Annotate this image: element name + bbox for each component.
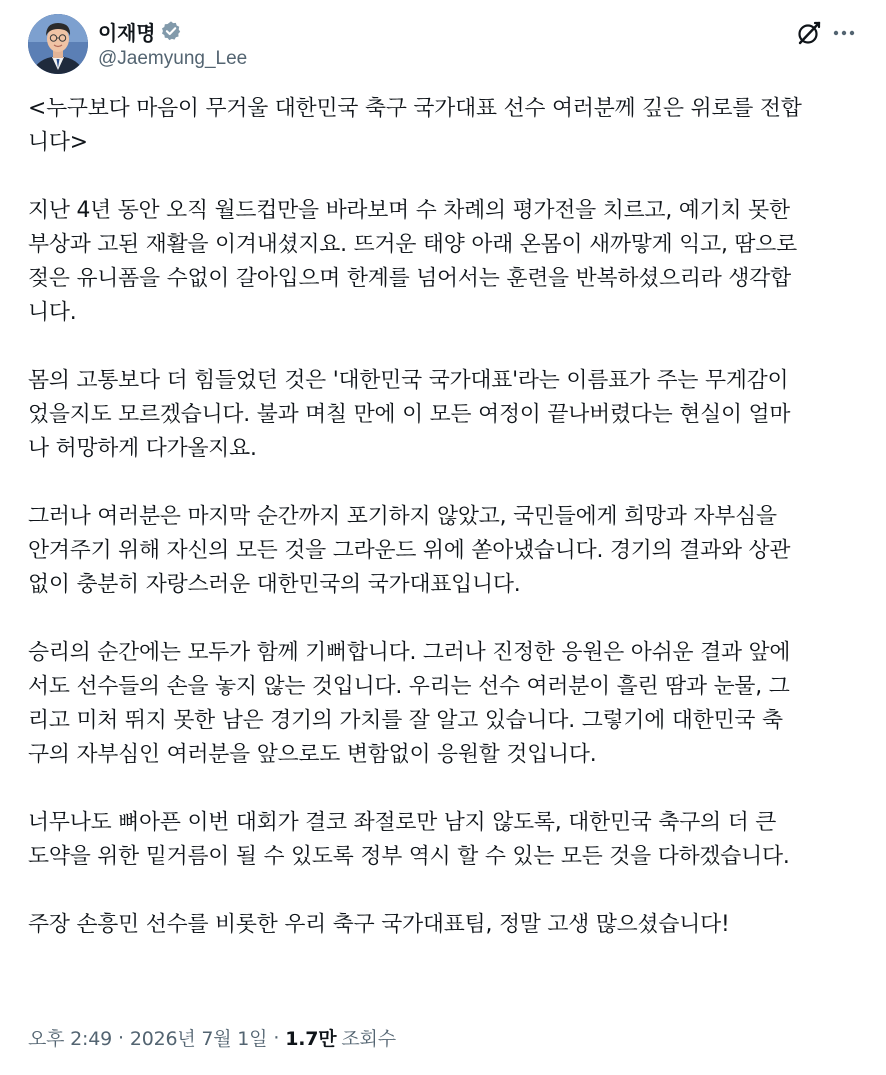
tweet-paragraph: 몸의 고통보다 더 힘들었던 것은 '대한민국 국가대표'라는 이름표가 주는 무게감이 었을지도 모르겠습니다. 불과 며칠 만에 이 모든 여정이 끝나버렸다는 현실이 얼마 나 허망하게 다가올지요. [28,368,791,461]
verified-badge-icon[interactable] [160,20,182,42]
tweet-paragraph: 승리의 순간에는 모두가 함께 기뻐합니다. 그러나 진정한 응원은 아쉬운 결과 앞에 서도 선수들의 손을 놓지 않는 것입니다. 우리는 선수 여러분이 흘린 땀과 눈물, 그 리고 미처 뛰지 못한 남은 경기의 가치를 잘 알고 있습니다. 그렇기에 대한민국 축 구의 자부심인 여러분을 앞으로도 변함없이 응원할 것입니다. [28,640,791,767]
tweet-text [28,92,878,942]
tweet-paragraph: 너무나도 뼈아픈 이번 대회가 결코 좌절로만 남지 않도록, 대한민국 축구의 더 큰 도약을 위한 밑거름이 될 수 있도록 정부 역시 할 수 있는 모든 것을 다하겠습니다. [28,810,790,869]
tweet-paragraph: 지난 4년 동안 오직 월드컵만을 바라보며 수 차례의 평가전을 치르고, 예기치 못한 부상과 고된 재활을 이겨내셨지요. 뜨거운 태양 아래 온몸이 새까맣게 익고, 땀으로 젖은 유니폼을 수없이 갈아입으며 한계를 넘어서는 훈련을 반복하셨으리라 생각합 니다. [28,198,797,325]
meta-separator: · [118,1026,124,1049]
tweet-paragraph: <누구보다 마음이 무거울 대한민국 축구 국가대표 선수 여러분께 깊은 위로를 전합 니다> [28,96,802,155]
grok-icon[interactable] [794,18,824,48]
author-names [98,17,247,70]
tweet-header [28,14,858,80]
avatar[interactable] [28,14,88,74]
display-name[interactable]: 이재명 [98,20,156,45]
tweet-paragraph: 그러나 여러분은 마지막 순간까지 포기하지 않았고, 국민들에게 희망과 자부심을 안겨주기 위해 자신의 모든 것을 그라운드 위에 쏟아냈습니다. 경기의 결과와 상관 없이 충분히 자랑스러운 대한민국의 국가대표입니다. [28,504,791,597]
meta-separator: · [273,1026,280,1049]
views-label: 조회수 [341,1028,396,1050]
more-options-icon[interactable] [830,18,858,48]
tweet-paragraph: 주장 손흥민 선수를 비롯한 우리 축구 국가대표팀, 정말 고생 많으셨습니다! [28,912,730,937]
display-name-row [98,17,247,45]
tweet-time[interactable]: 오후 2:49 [28,1028,113,1050]
views-count: 1.7만 [285,1028,337,1050]
author-handle[interactable]: @Jaemyung_Lee [98,48,248,69]
tweet-date[interactable]: 2026년 7월 1일 [129,1028,268,1050]
tweet-meta [28,1024,396,1051]
